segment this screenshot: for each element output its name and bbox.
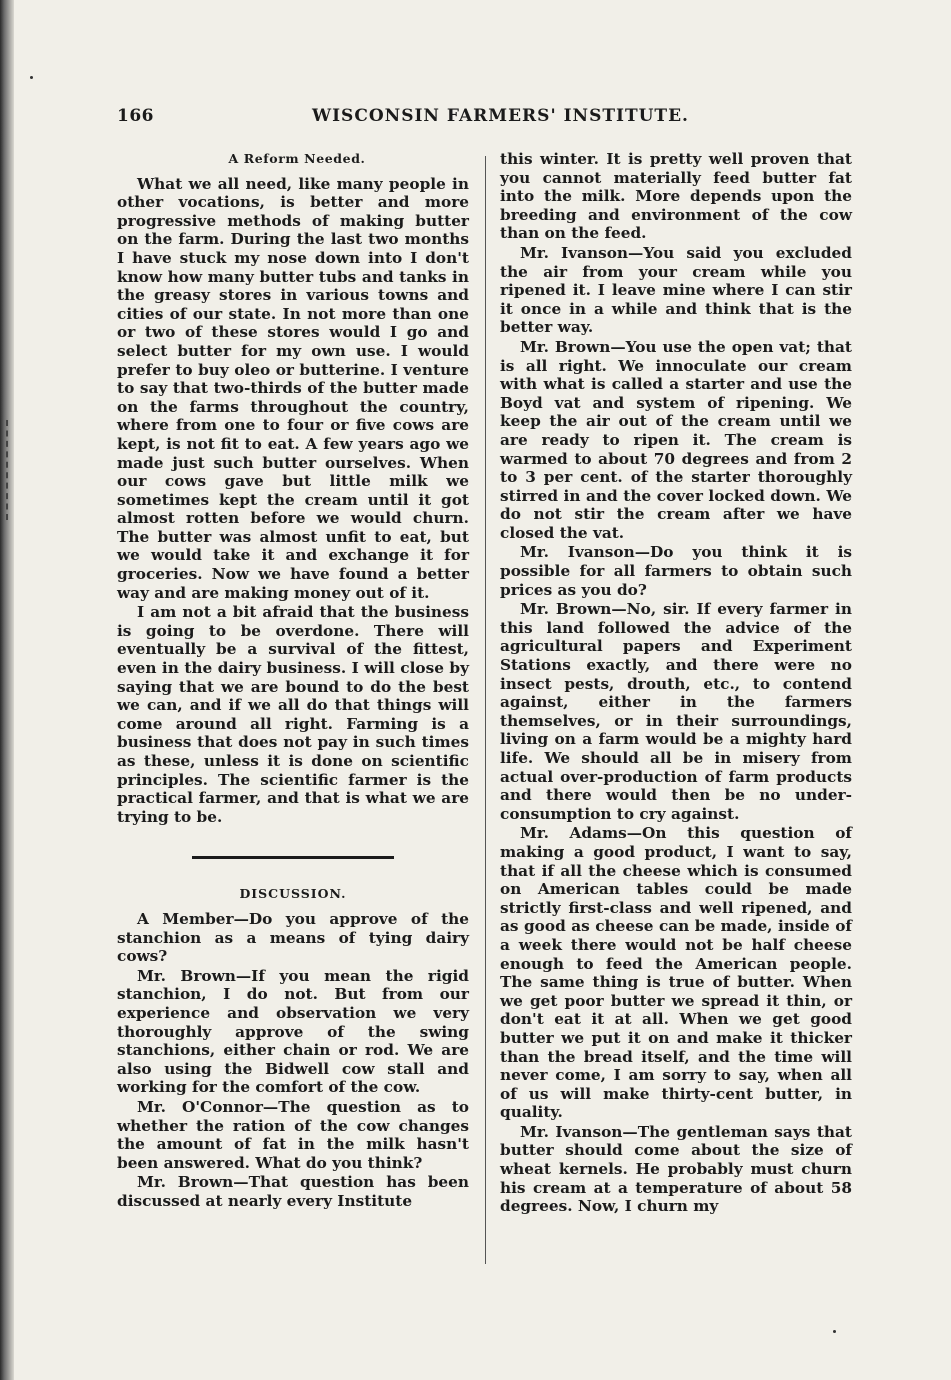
page-binding-edge [0,0,14,1380]
discussion-paragraph: Mr. O'Connor—The question as to whether the ration of the cow changes the amount of fat in the milk hasn't been answered. What do you think? [117,1097,469,1172]
running-title: WISCONSIN FARMERS' INSTITUTE. [312,106,689,126]
page-number: 166 [117,106,154,126]
discussion-title: DISCUSSION. [239,886,347,902]
paragraph: Mr. Brown—No, sir. If every farmer in this land followed the advice of the agricultural papers and Experiment Stations exactly, and there were no insect pests, drouth, etc., to contend against, either in the farmers themselves, or in their surroundings, living on a farm would be a mighty hard life. We should all be in misery from actual over-production of farm products and there would then be no under-consumption to cry against. [500,600,852,823]
paragraph: What we all need, like many people in other vocations, is better and more progressive methods of making butter on the farm. During the last two months I have stuck my nose down into I don't know how many butter tubs and tanks in the greasy stores in various towns and cities of our state. In not more than one or two of these stores would I go and select butter for my own use. I would prefer to buy oleo or butterine. I venture to say that two-thirds of the butter made on the farms throughout the country, where from one to four or five cows are kept, is not fit to eat. A few years ago we made just such butter ourselves. When our cows gave but little milk we sometimes kept the cream until it got almost rotten before we would churn. The butter was almost unfit to eat, but we would take it and exchange it for groceries. Now we have found a better way and are making money out of it. [117,174,469,602]
paragraph: Mr. Ivanson—Do you think it is possible for all farmers to obtain such prices as you do? [500,543,852,599]
speck-mark [30,76,33,79]
binding-marks [6,420,11,520]
speck-mark [833,1330,836,1333]
paragraph: Mr. Ivanson—The gentleman says that butter should come about the size of wheat kernels. He probably must churn his cream at a temperature of about 58 degrees. Now, I churn my [500,1122,852,1216]
page-header [117,106,852,134]
section-divider [192,856,394,859]
discussion-paragraph: Mr. Brown—If you mean the rigid stanchion, I do not. But from our experience and observation we very thoroughly approve of the swing stanchions, either chain or rod. We are also using the Bidwell cow stall and working for the comfort of the cow. [117,966,469,1097]
discussion-paragraph: Mr. Brown—That question has been discussed at nearly every Institute [117,1173,469,1210]
section-title: A Reform Needed. [228,151,366,166]
column-rule [485,156,486,1264]
right-column [500,150,852,1217]
left-column [117,150,469,1211]
paragraph: I am not a bit afraid that the business is going to be overdone. There will eventually be a survival of the fittest, even in the dairy business. I will close by saying that we are bound to do the best we can, and if we all do that things will come around all right. Farming is a business that does not pay in such times as these, unless it is done on scientific principles. The scientific farmer is the practical farmer, and that is what we are trying to be. [117,603,469,826]
discussion-paragraph: A Member—Do you approve of the stanchion as a means of tying dairy cows? [117,909,469,966]
paragraph: Mr. Adams—On this question of making a good product, I want to say, that if all the cheese which is consumed on American tables could be made strictly first-class and well ripened, and as good as cheese can be made, inside of a week there would not be half cheese enough to feed the American people. The same thing is true of butter. When we get poor butter we spread it thin, or don't eat it at all. When we get good butter we put it on and make it thicker than the bread itself, and the time will never come, I am sorry to say, when all of us will make thirty-cent butter, in quality. [500,824,852,1122]
paragraph: this winter. It is pretty well proven that you cannot materially feed butter fat into the milk. More depends upon the breeding and environment of the cow than on the feed. [500,150,852,243]
paragraph: Mr. Ivanson—You said you excluded the air from your cream while you ripened it. I leave mine where I can stir it once in a while and think that is the better way. [500,243,852,337]
paragraph: Mr. Brown—You use the open vat; that is all right. We innoculate our cream with what is called a starter and use the Boyd vat and system of ripening. We keep the air out of the cream until we are ready to ripen it. The cream is warmed to about 70 degrees and from 2 to 3 per cent. of the starter thoroughly stirred in and the cover locked down. We do not stir the cream after we have closed the vat. [500,337,852,542]
